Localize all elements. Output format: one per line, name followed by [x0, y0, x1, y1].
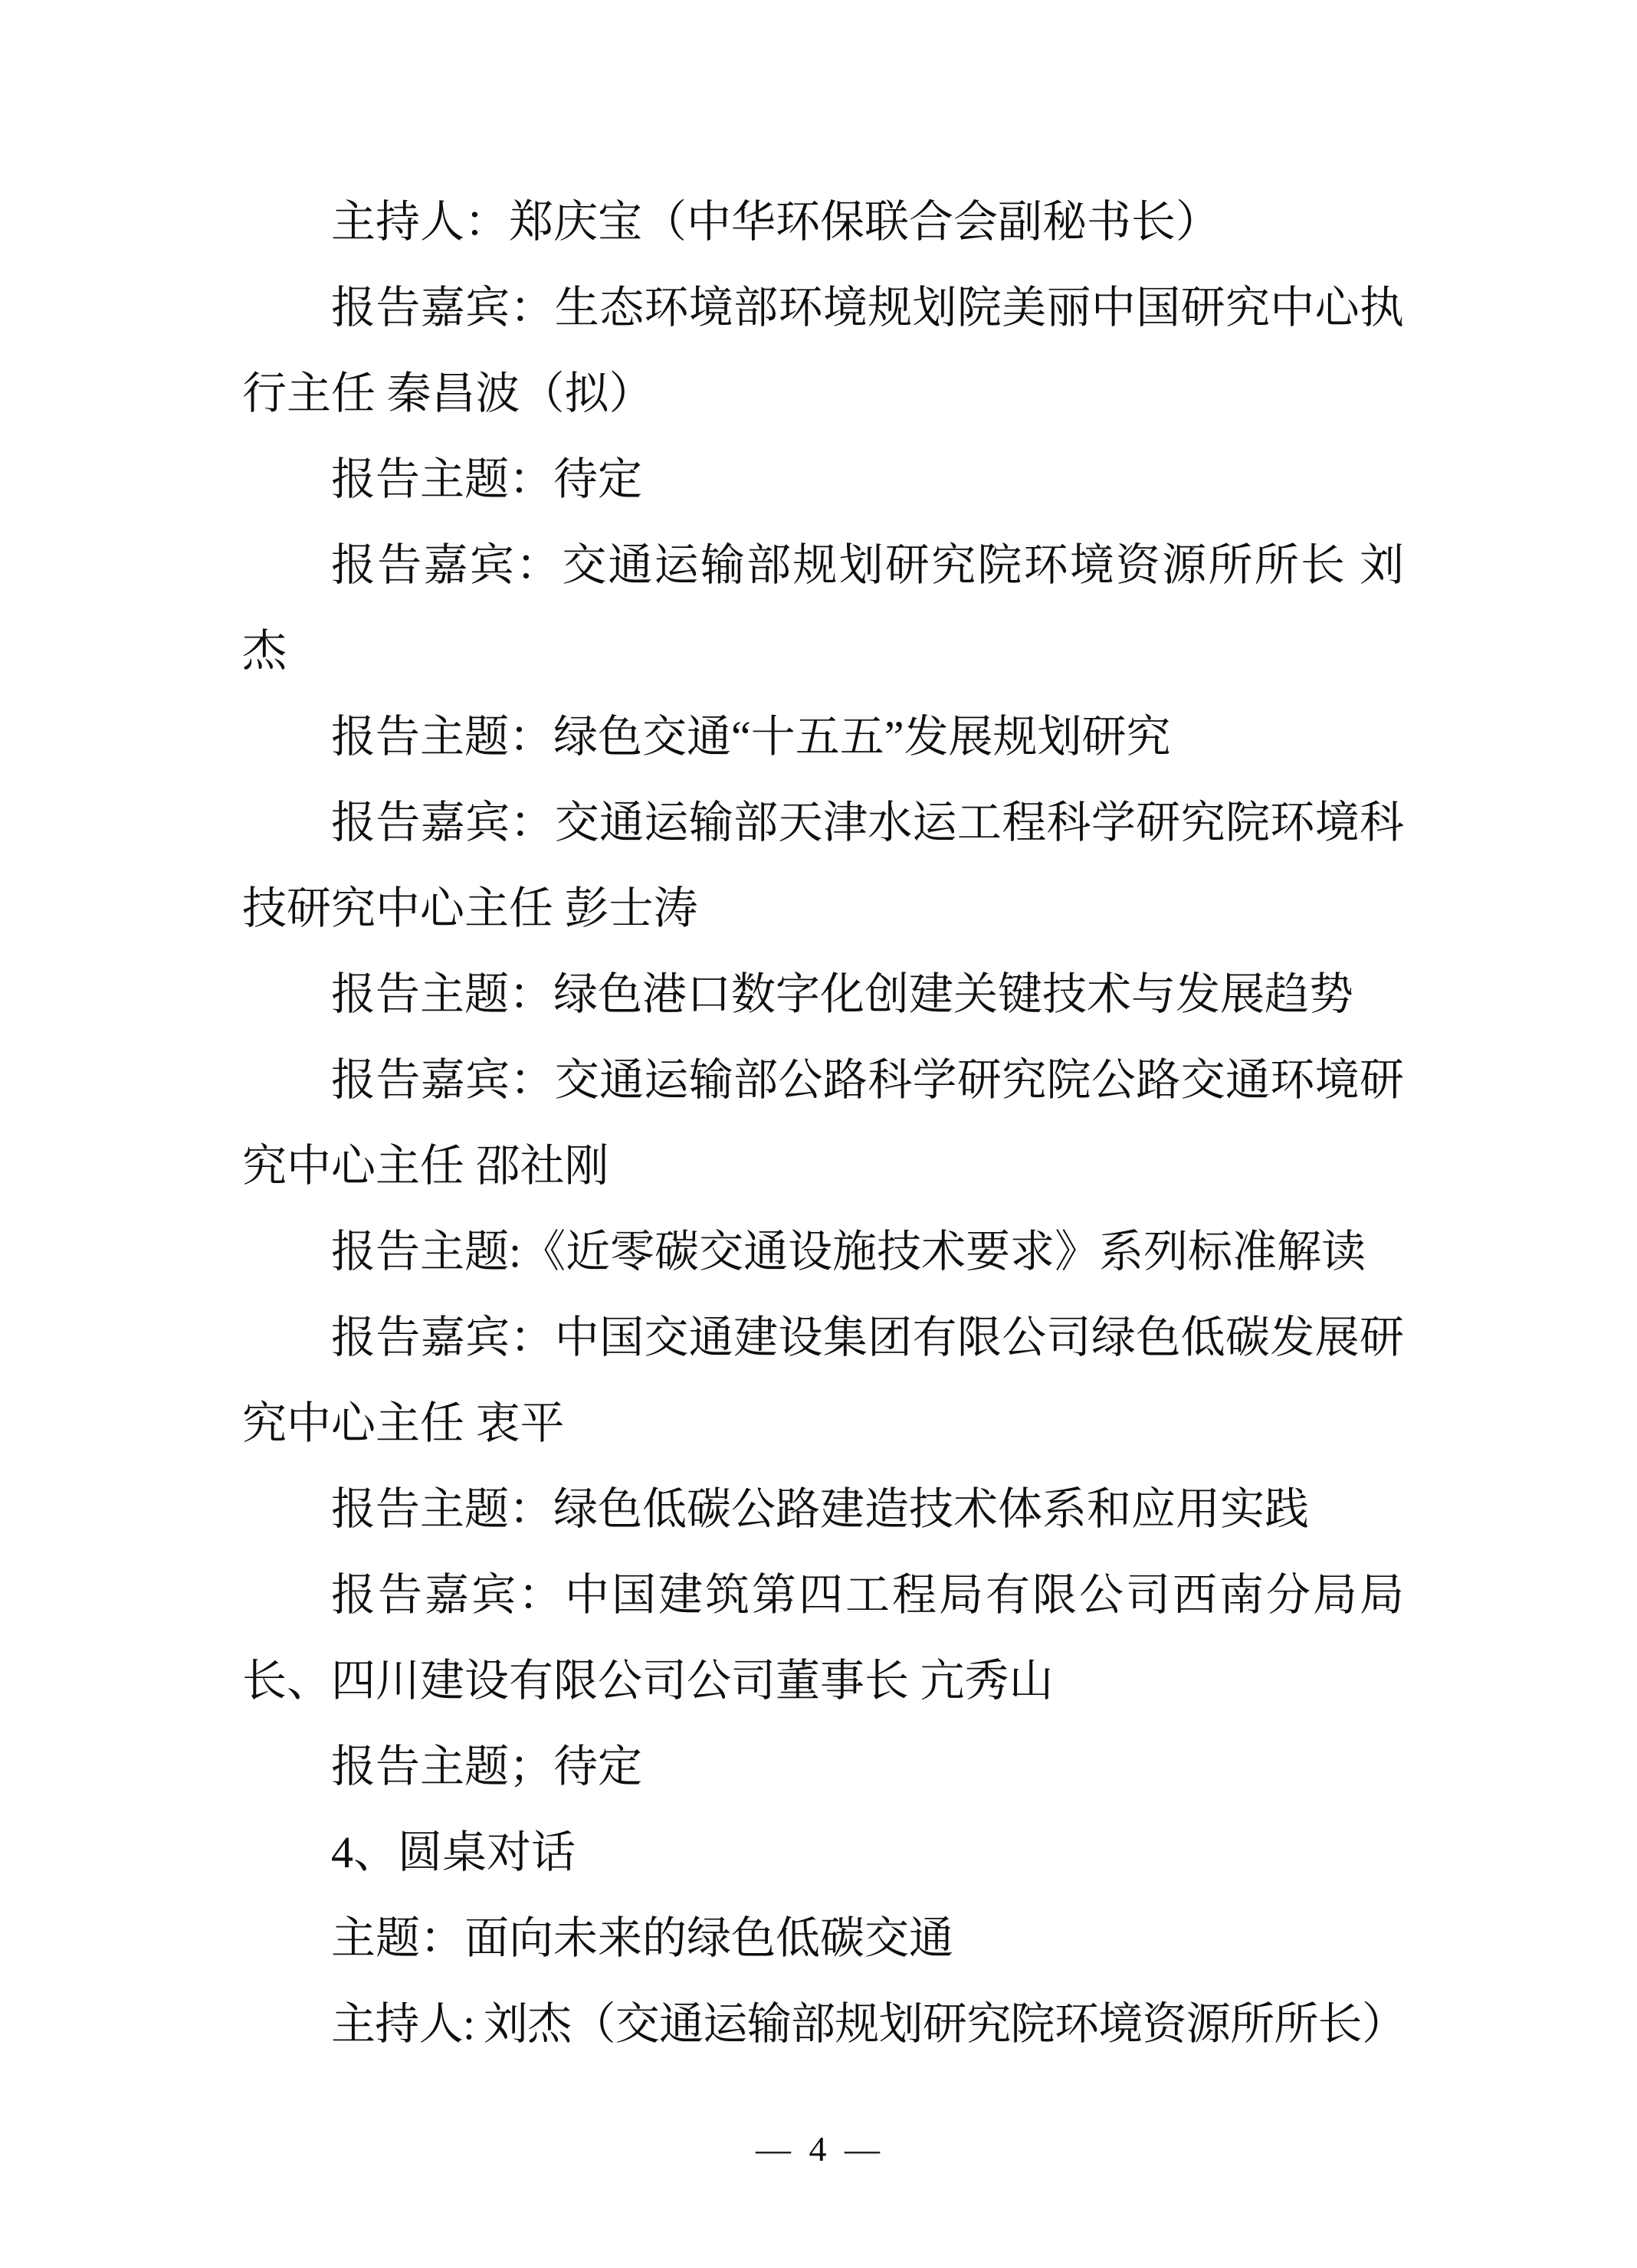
doc-line: 报告嘉宾：交通运输部规划研究院环境资源所所长 刘 — [331, 540, 1404, 590]
doc-line: 报告嘉宾：中国交通建设集团有限公司绿色低碳发展研 — [331, 1313, 1404, 1362]
doc-line: 报告嘉宾：生态环境部环境规划院美丽中国研究中心执 — [331, 283, 1404, 333]
page-number: — 4 — — [756, 2129, 881, 2168]
document-page — [242, 179, 1404, 2067]
doc-line: 主持人：郑庆宝（中华环保联合会副秘书长） — [331, 197, 1221, 247]
doc-line: 技研究中心主任 彭士涛 — [242, 883, 698, 933]
doc-line: 报告主题：绿色交通“十五五”发展规划研究 — [331, 712, 1171, 762]
doc-line: 报告主题：待定 — [331, 454, 643, 504]
doc-line: 报告主题：绿色港口数字化创建关键技术与发展趋势 — [331, 969, 1354, 1019]
doc-line: 报告主题；待定 — [331, 1742, 643, 1791]
doc-line: 究中心主任 邵社刚 — [242, 1141, 609, 1191]
doc-line: 报告主题：绿色低碳公路建造技术体系和应用实践 — [331, 1484, 1310, 1534]
doc-line: 主题：面向未来的绿色低碳交通 — [331, 1913, 954, 1963]
doc-line: 报告嘉宾：中国建筑第四工程局有限公司西南分局局 — [331, 1570, 1404, 1620]
doc-line: 4、圆桌对话 — [331, 1827, 576, 1877]
doc-line: 杰 — [242, 626, 287, 676]
doc-line: 长、四川建设有限公司公司董事长 亢秀山 — [242, 1656, 1054, 1706]
doc-line: 报告嘉宾：交通运输部公路科学研究院公路交通环境研 — [331, 1055, 1404, 1105]
doc-line: 报告嘉宾：交通运输部天津水运工程科学研究院环境科 — [331, 798, 1404, 847]
doc-line: 究中心主任 衷平 — [242, 1398, 565, 1448]
doc-line: 主持人: 刘杰（交通运输部规划研究院环境资源所所长） — [331, 1999, 1404, 2049]
doc-line: 行主任 秦昌波（拟） — [242, 369, 654, 418]
doc-line: 报告主题:《近零碳交通设施技术要求》系列标准解读 — [331, 1227, 1366, 1277]
